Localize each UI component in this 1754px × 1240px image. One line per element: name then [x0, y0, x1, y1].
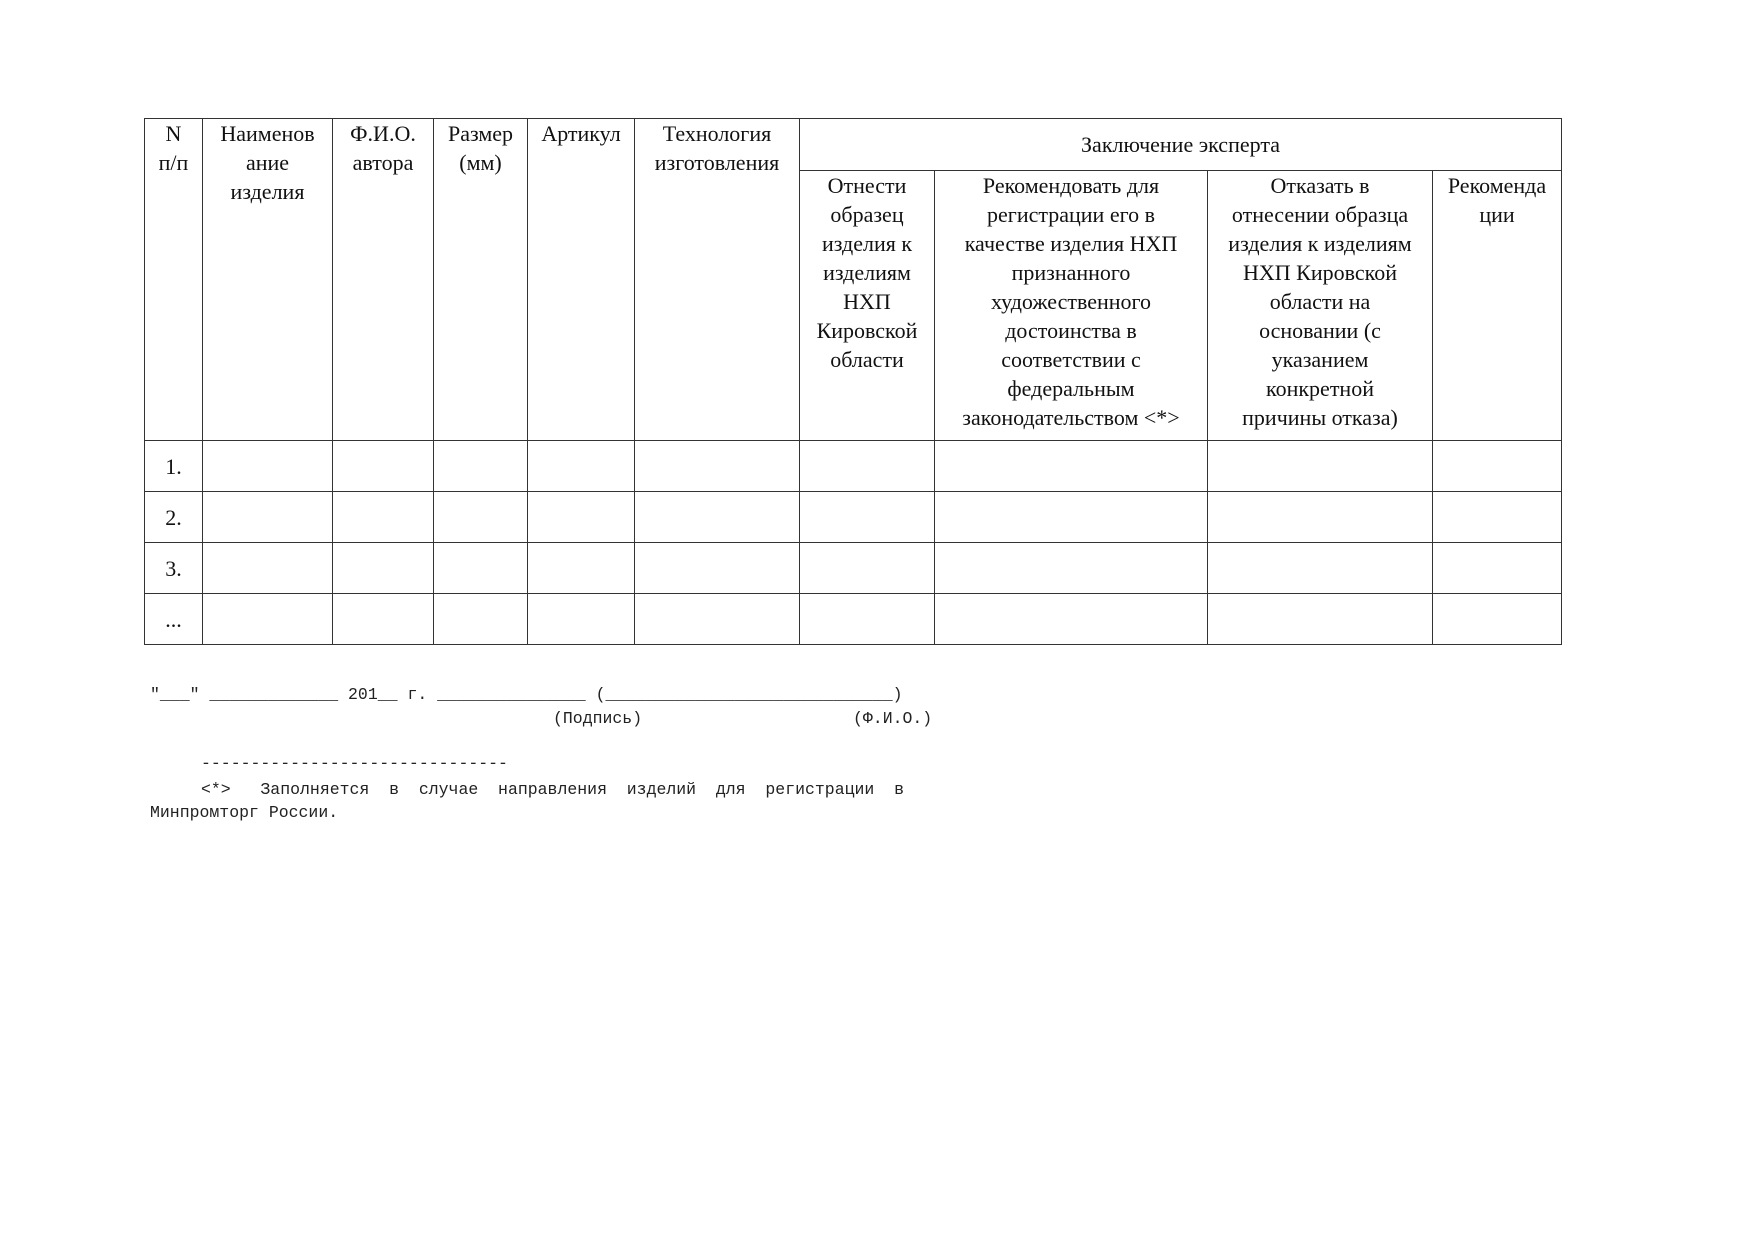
table-row [145, 543, 1562, 594]
cell-author[interactable] [333, 543, 434, 594]
cell-size[interactable] [434, 441, 528, 492]
cell-name[interactable] [203, 441, 333, 492]
header-technology: Технология изготовления [635, 119, 800, 441]
cell-article[interactable] [528, 543, 635, 594]
cell-recommendations[interactable] [1433, 441, 1562, 492]
cell-assign[interactable] [800, 492, 935, 543]
row-number: 1. [145, 441, 203, 492]
cell-article[interactable] [528, 441, 635, 492]
table-row [145, 441, 1562, 492]
cell-recommendations[interactable] [1433, 492, 1562, 543]
cell-technology[interactable] [635, 441, 800, 492]
expert-conclusion-table [144, 118, 1562, 645]
cell-size[interactable] [434, 492, 528, 543]
cell-assign[interactable] [800, 441, 935, 492]
table-row [145, 594, 1562, 645]
cell-recommend-registration[interactable] [935, 594, 1208, 645]
cell-name[interactable] [203, 492, 333, 543]
header-row-top [145, 119, 1562, 171]
cell-article[interactable] [528, 492, 635, 543]
header-expert-conclusion: Заключение эксперта [800, 119, 1562, 171]
signature-line: "___" _____________ 201__ г. _______________ (_____________________________) [150, 685, 903, 704]
header-author: Ф.И.О. автора [333, 119, 434, 441]
row-number: 2. [145, 492, 203, 543]
cell-author[interactable] [333, 441, 434, 492]
header-recommendations: Рекоменда ции [1433, 171, 1562, 441]
header-assign: Отнести образец изделия к изделиям НХП Кировской области [800, 171, 935, 441]
header-num: N п/п [145, 119, 203, 441]
cell-technology[interactable] [635, 543, 800, 594]
signature-caption: (Подпись) [553, 709, 643, 728]
row-number: 3. [145, 543, 203, 594]
cell-assign[interactable] [800, 543, 935, 594]
cell-recommendations[interactable] [1433, 594, 1562, 645]
cell-refuse[interactable] [1208, 543, 1433, 594]
cell-article[interactable] [528, 594, 635, 645]
cell-author[interactable] [333, 594, 434, 645]
header-article: Артикул [528, 119, 635, 441]
row-number: ... [145, 594, 203, 645]
cell-name[interactable] [203, 594, 333, 645]
table-row [145, 492, 1562, 543]
cell-refuse[interactable] [1208, 492, 1433, 543]
cell-size[interactable] [434, 543, 528, 594]
cell-recommend-registration[interactable] [935, 543, 1208, 594]
header-name: Наименов ание изделия [203, 119, 333, 441]
cell-refuse[interactable] [1208, 594, 1433, 645]
cell-assign[interactable] [800, 594, 935, 645]
cell-recommend-registration[interactable] [935, 441, 1208, 492]
cell-size[interactable] [434, 594, 528, 645]
footnote-separator: ------------------------------- [201, 754, 508, 773]
cell-name[interactable] [203, 543, 333, 594]
cell-technology[interactable] [635, 492, 800, 543]
header-size: Размер (мм) [434, 119, 528, 441]
footnote-text-line1: <*> Заполняется в случае направления изделий для регистрации в [201, 780, 905, 799]
footnote-text-line2: Минпромторг России. [150, 803, 339, 822]
cell-recommend-registration[interactable] [935, 492, 1208, 543]
header-recommend-registration: Рекомендовать для регистрации его в качестве изделия НХП признанного художественного достоинства в соответствии с федеральным законодательством <*> [935, 171, 1208, 441]
header-refuse: Отказать в отнесении образца изделия к изделиям НХП Кировской области на основании (с указанием конкретной причины отказа) [1208, 171, 1433, 441]
name-caption: (Ф.И.О.) [853, 709, 933, 728]
cell-refuse[interactable] [1208, 441, 1433, 492]
cell-author[interactable] [333, 492, 434, 543]
cell-technology[interactable] [635, 594, 800, 645]
cell-recommendations[interactable] [1433, 543, 1562, 594]
